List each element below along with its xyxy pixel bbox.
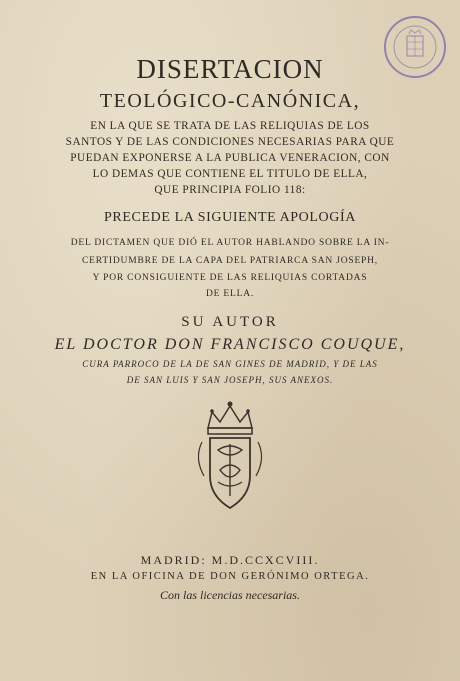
imprint-printer: EN LA OFICINA DE DON GERÓNIMO ORTEGA.	[90, 571, 370, 582]
imprint-place-date: MADRID: M.D.CCXCVIII.	[140, 553, 320, 567]
title-main: DISERTACION	[136, 54, 324, 84]
royal-crest-icon	[180, 398, 280, 518]
su-autor-heading: SU AUTOR	[181, 314, 279, 330]
dictamen-line: CERTIDUMBRE DE LA CAPA DEL PATRIARCA SAN JOSEPH,	[82, 256, 378, 266]
precede-heading: PRECEDE LA SIGUIENTE APOLOGÍA	[104, 210, 356, 225]
imprint-licence: Con las licencias necesarias.	[160, 588, 300, 602]
dictamen-line: DE ELLA.	[205, 289, 255, 299]
author-title-line: DE SAN LUIS Y SAN JOSEPH, SUS ANEXOS.	[126, 375, 334, 385]
body-line: PUEDAN EXPONERSE A LA PUBLICA VENERACION, CON	[70, 152, 390, 164]
body-line: EN LA QUE SE TRATA DE LAS RELIQUIAS DE LOS	[90, 120, 370, 132]
dictamen-line: DEL DICTAMEN QUE DIÓ EL AUTOR HABLANDO SOBRE LA IN-	[70, 238, 390, 248]
body-line: QUE PRINCIPIA FOLIO 118:	[154, 184, 306, 196]
title-sub: TEOLÓGICO-CANÓNICA,	[99, 90, 361, 112]
author-title-line: CURA PARROCO DE LA DE SAN GINES DE MADRID, Y DE LAS	[82, 359, 378, 369]
body-line: SANTOS Y DE LAS CONDICIONES NECESARIAS PARA QUE	[65, 136, 395, 148]
body-line: LO DEMAS QUE CONTIENE EL TITULO DE ELLA,	[92, 168, 368, 180]
dictamen-line: Y POR CONSIGUIENTE DE LAS RELIQUIAS CORTADAS	[92, 273, 368, 283]
author-name: EL DOCTOR DON FRANCISCO COUQUE,	[54, 336, 406, 353]
